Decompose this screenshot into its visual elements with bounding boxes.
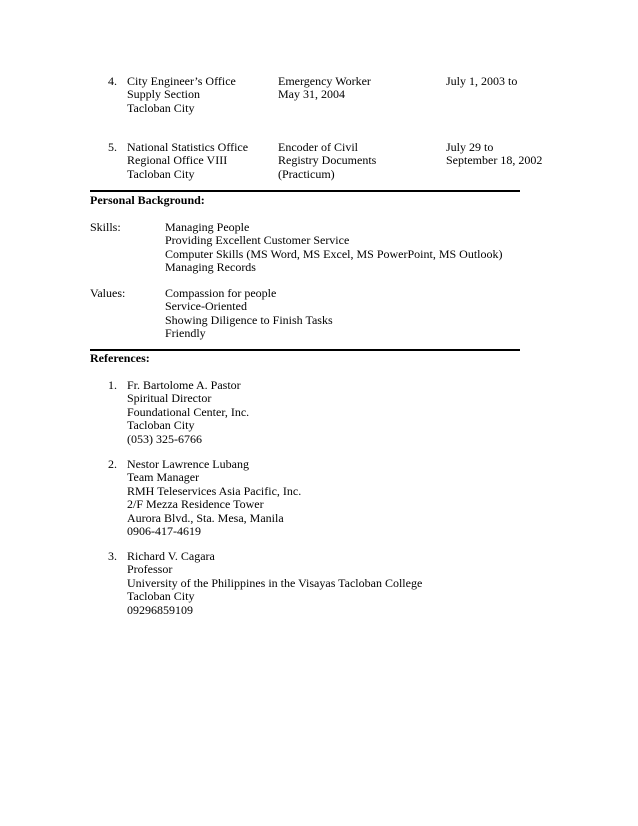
reference-line: RMH Teleservices Asia Pacific, Inc. <box>127 483 302 498</box>
organization-line: City Engineer’s Office <box>127 74 236 88</box>
reference-line: Tacloban City <box>127 589 195 604</box>
values-list <box>165 287 625 341</box>
position <box>278 75 438 102</box>
organization-line: Tacloban City <box>127 100 195 115</box>
skills-list <box>165 221 625 275</box>
reference-line: 2/F Mezza Residence Tower <box>127 497 264 512</box>
personal-background-title: Personal Background: <box>90 193 205 207</box>
reference-line: Tacloban City <box>127 418 195 433</box>
values-label: Values: <box>90 286 126 300</box>
reference-name: Nestor Lawrence Lubang <box>127 457 249 471</box>
list-number: 4. <box>108 74 117 88</box>
reference-line: University of the Philippines in the Visayas Tacloban College <box>127 575 423 590</box>
section-divider <box>90 190 520 192</box>
reference-line: Professor <box>127 562 173 577</box>
date-line: July 1, 2003 to <box>446 74 518 88</box>
list-number: 5. <box>108 140 117 154</box>
reference-line: Aurora Blvd., Sta. Mesa, Manila <box>127 510 284 525</box>
reference-line: Spiritual Director <box>127 391 212 406</box>
reference-details <box>127 550 587 617</box>
skill-item: Computer Skills (MS Word, MS Excel, MS PowerPoint, MS Outlook) <box>165 246 503 261</box>
reference-line: Team Manager <box>127 470 200 485</box>
organization-line: Regional Office VIII <box>127 153 228 168</box>
position-line: (Practicum) <box>278 166 335 181</box>
skills-label: Skills: <box>90 220 121 234</box>
list-number: 2. <box>108 457 117 471</box>
section-divider <box>90 349 520 351</box>
date-line: September 18, 2002 <box>446 153 543 168</box>
reference-name: Richard V. Cagara <box>127 549 215 563</box>
organization-line: Supply Section <box>127 87 201 102</box>
organization <box>127 75 277 115</box>
skill-item: Managing Records <box>165 260 256 275</box>
list-number: 1. <box>108 378 117 392</box>
reference-phone: (053) 325-6766 <box>127 431 202 446</box>
reference-details <box>127 458 587 538</box>
value-item: Showing Diligence to Finish Tasks <box>165 312 333 327</box>
position-line: Registry Documents <box>278 153 377 168</box>
reference-phone: 09296859109 <box>127 602 193 617</box>
skill-item: Managing People <box>165 220 250 234</box>
value-item: Friendly <box>165 326 206 341</box>
organization-line: Tacloban City <box>127 166 195 181</box>
organization <box>127 141 277 181</box>
position <box>278 141 438 181</box>
reference-phone: 0906-417-4619 <box>127 524 201 539</box>
position-line: Emergency Worker <box>278 74 371 88</box>
reference-details <box>127 379 587 446</box>
reference-name: Fr. Bartolome A. Pastor <box>127 378 241 392</box>
employment-dates <box>446 141 636 168</box>
position-line: May 31, 2004 <box>278 87 345 102</box>
date-line: July 29 to <box>446 140 494 154</box>
position-line: Encoder of Civil <box>278 140 358 154</box>
reference-line: Foundational Center, Inc. <box>127 404 250 419</box>
skill-item: Providing Excellent Customer Service <box>165 233 350 248</box>
list-number: 3. <box>108 549 117 563</box>
organization-line: National Statistics Office <box>127 140 249 154</box>
value-item: Service-Oriented <box>165 299 247 314</box>
references-title: References: <box>90 351 150 365</box>
value-item: Compassion for people <box>165 286 277 300</box>
employment-dates <box>446 75 636 88</box>
